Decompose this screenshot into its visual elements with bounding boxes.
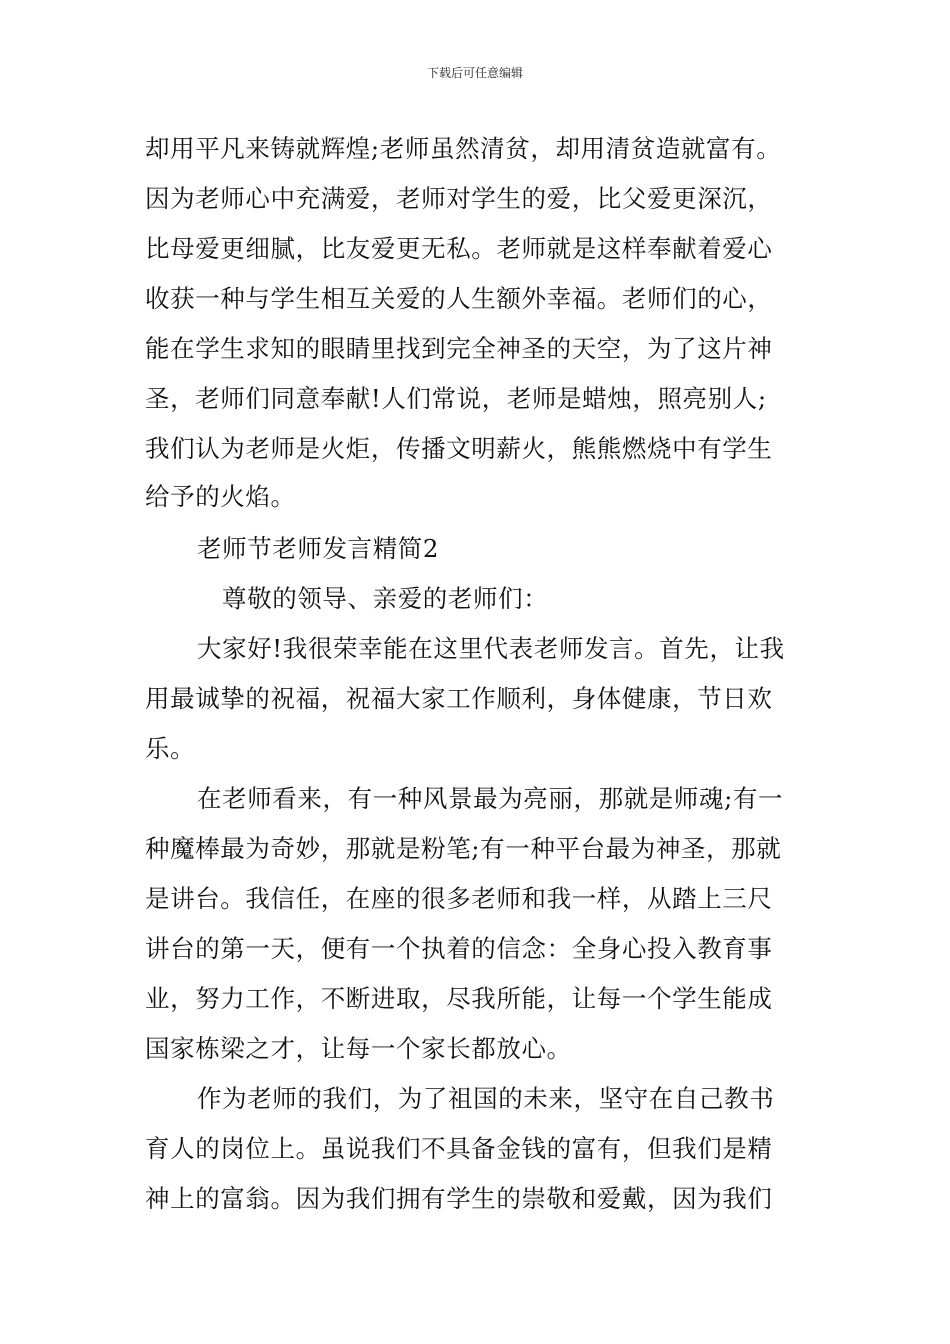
paragraph-line: 神上的富翁。因为我们拥有学生的崇敬和爱戴，因为我们 xyxy=(145,1184,773,1213)
paragraph-line: 收获一种与学生相互关爱的人生额外幸福。老师们的心， xyxy=(145,284,773,313)
paragraph-line: 圣，老师们同意奉献!人们常说，老师是蜡烛，照亮别人; xyxy=(145,384,767,413)
paragraph-line: 作为老师的我们，为了祖国的未来，坚守在自己教书 xyxy=(197,1084,775,1113)
salutation: 尊敬的领导、亲爱的老师们： xyxy=(222,584,549,613)
paragraph-line: 业，努力工作，不断进取，尽我所能，让每一个学生能成 xyxy=(145,984,773,1013)
paragraph-line: 用最诚挚的祝福，祝福大家工作顺利，身体健康，节日欢 xyxy=(145,684,773,713)
paragraph-line: 我们认为老师是火炬，传播文明薪火，熊熊燃烧中有学生 xyxy=(145,434,773,463)
paragraph-line: 却用平凡来铸就辉煌;老师虽然清贫，却用清贫造就富有。 xyxy=(145,134,782,163)
paragraph-line: 比母爱更细腻，比友爱更无私。老师就是这样奉献着爱心 xyxy=(145,234,773,263)
page-header: 下载后可任意编辑 xyxy=(426,66,523,80)
paragraph-line: 种魔棒最为奇妙，那就是粉笔;有一种平台最为神圣，那就 xyxy=(145,834,782,863)
paragraph-line: 给予的火焰。 xyxy=(145,482,296,511)
paragraph-line: 因为老师心中充满爱，老师对学生的爱，比父爱更深沉， xyxy=(145,184,773,213)
paragraph-line: 大家好!我很荣幸能在这里代表老师发言。首先，让我 xyxy=(197,634,785,663)
paragraph-line: 讲台的第一天，便有一个执着的信念：全身心投入教育事 xyxy=(145,934,773,963)
paragraph-line: 是讲台。我信任，在座的很多老师和我一样，从踏上三尺 xyxy=(145,884,773,913)
paragraph-line: 乐。 xyxy=(145,734,196,763)
paragraph-line: 国家栋梁之才，让每一个家长都放心。 xyxy=(145,1034,572,1063)
paragraph-line: 能在学生求知的眼睛里找到完全神圣的天空，为了这片神 xyxy=(145,334,773,363)
section-title: 老师节老师发言精简2 xyxy=(197,534,440,563)
paragraph-line: 育人的岗位上。虽说我们不具备金钱的富有，但我们是精 xyxy=(145,1134,773,1163)
paragraph-line: 在老师看来，有一种风景最为亮丽，那就是师魂;有一 xyxy=(197,784,784,813)
